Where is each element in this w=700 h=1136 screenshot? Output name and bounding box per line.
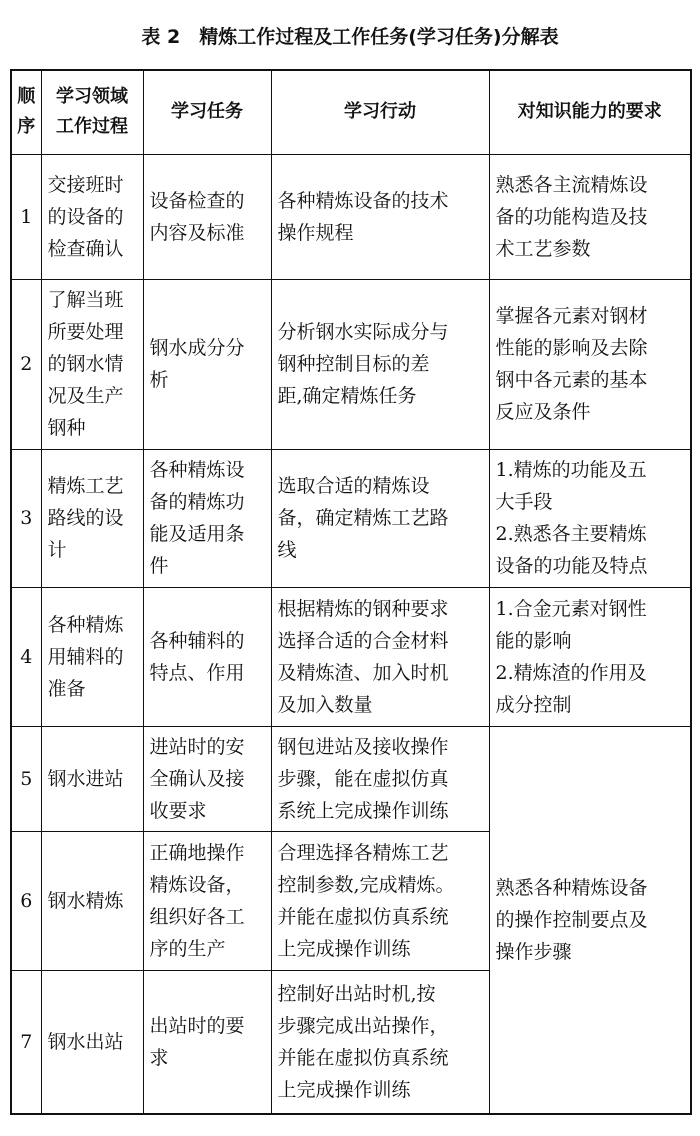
action-cell: 选取合适的精炼设 备，确定精炼工艺路 线 — [271, 449, 489, 587]
row-number: 4 — [11, 587, 41, 726]
work-process-cell: 钢水出站 — [41, 970, 143, 1114]
row-number: 6 — [11, 831, 41, 970]
table-row — [11, 154, 691, 279]
work-process-cell: 交接班时 的设备的 检查确认 — [41, 154, 143, 279]
work-process-cell: 钢水精炼 — [41, 831, 143, 970]
work-process-cell: 了解当班 所要处理 的钢水情 况及生产 钢种 — [41, 279, 143, 449]
table-row — [11, 279, 691, 449]
action-cell: 控制好出站时机,按 步骤完成出站操作， 并能在虚拟仿真系统 上完成操作训练 — [271, 970, 489, 1114]
header-task: 学习任务 — [143, 70, 271, 154]
task-cell: 进站时的安 全确认及接 收要求 — [143, 726, 271, 831]
decomposition-table — [10, 69, 692, 1115]
requirement-cell: 熟悉各主流精炼设 备的功能构造及技 术工艺参数 — [489, 154, 691, 279]
row-number: 3 — [11, 449, 41, 587]
task-cell: 设备检查的 内容及标准 — [143, 154, 271, 279]
task-cell: 各种精炼设 备的精炼功 能及适用条 件 — [143, 449, 271, 587]
requirement-cell: 掌握各元素对钢材 性能的影响及去除 钢中各元素的基本 反应及条件 — [489, 279, 691, 449]
header-requirement: 对知识能力的要求 — [489, 70, 691, 154]
action-cell: 钢包进站及接收操作 步骤，能在虚拟仿真 系统上完成操作训练 — [271, 726, 489, 831]
requirement-cell: 1.合金元素对钢性 能的影响 2.精炼渣的作用及 成分控制 — [489, 587, 691, 726]
table-caption: 表 2 精炼工作过程及工作任务(学习任务)分解表 — [141, 26, 559, 48]
task-cell: 出站时的要 求 — [143, 970, 271, 1114]
row-number: 5 — [11, 726, 41, 831]
work-process-cell: 钢水进站 — [41, 726, 143, 831]
work-process-cell: 各种精炼 用辅料的 准备 — [41, 587, 143, 726]
header-action: 学习行动 — [271, 70, 489, 154]
row-number: 1 — [11, 154, 41, 279]
header-row — [11, 70, 691, 154]
task-cell: 钢水成分分 析 — [143, 279, 271, 449]
requirement-cell: 1.精炼的功能及五 大手段 2.熟悉各主要精炼 设备的功能及特点 — [489, 449, 691, 587]
header-seq: 顺 序 — [11, 70, 41, 154]
action-cell: 合理选择各精炼工艺 控制参数,完成精炼。 并能在虚拟仿真系统 上完成操作训练 — [271, 831, 489, 970]
row-number: 7 — [11, 970, 41, 1114]
requirement-cell-merged: 熟悉各种精炼设备 的操作控制要点及 操作步骤 — [489, 726, 691, 1114]
table-row — [11, 726, 691, 831]
task-cell: 正确地操作 精炼设备， 组织好各工 序的生产 — [143, 831, 271, 970]
table-row — [11, 587, 691, 726]
task-cell: 各种辅料的 特点、作用 — [143, 587, 271, 726]
row-number: 2 — [11, 279, 41, 449]
header-area: 学习领域 工作过程 — [41, 70, 143, 154]
action-cell: 各种精炼设备的技术 操作规程 — [271, 154, 489, 279]
action-cell: 根据精炼的钢种要求 选择合适的合金材料 及精炼渣、加入时机 及加入数量 — [271, 587, 489, 726]
table-row — [11, 449, 691, 587]
work-process-cell: 精炼工艺 路线的设 计 — [41, 449, 143, 587]
action-cell: 分析钢水实际成分与 钢种控制目标的差 距,确定精炼任务 — [271, 279, 489, 449]
